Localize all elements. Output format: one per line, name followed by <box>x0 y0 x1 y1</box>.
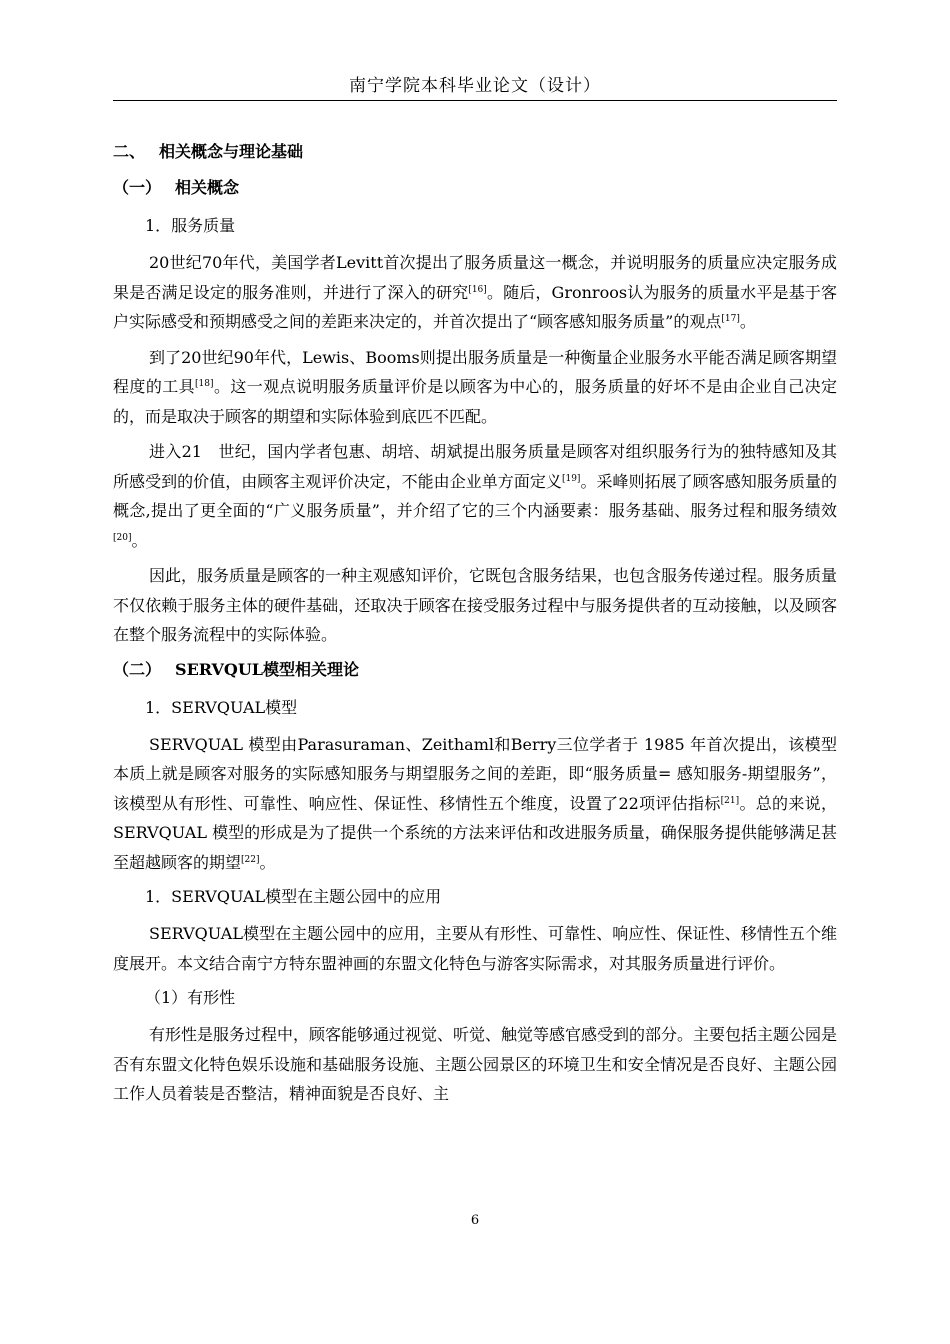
citation-22[interactable]: [22] <box>241 854 260 865</box>
paragraph-7: 有形性是服务过程中，顾客能够通过视觉、听觉、触觉等感官感受到的部分。主要包括主题公园是否有东盟文化特色娱乐设施和基础服务设施、主题公园景区的环境卫生和安全情况是否良好、主题公园工作人员着装是否整洁，精神面貌是否良好、主 <box>113 1025 838 1103</box>
item-heading-servqual-application: 1．SERVQUAL模型在主题公园中的应用 <box>145 887 442 906</box>
item-heading-service-quality: 1．服务质量 <box>145 216 236 235</box>
section-number: 二、 <box>113 142 146 161</box>
citation-18[interactable]: [18] <box>195 379 214 389</box>
paragraph-2: 到了20世纪90年代，Lewis、Booms则提出服务质量是一种衡量企业服务水平能否满足顾客期望程度的工具[18]。这一观点说明服务质量评价是以顾客为中心的，服务质量的好坏不是由企业自己决定的，而是取决于顾客的期望和实际体验到底匹不匹配。 <box>113 347 837 426</box>
subsection-number: （一） <box>113 178 162 197</box>
subsection-heading-2 <box>113 656 837 684</box>
section-title: 相关概念与理论基础 <box>159 142 304 161</box>
citation-19[interactable]: [19] <box>561 473 581 484</box>
section-heading <box>113 138 837 166</box>
citation-16[interactable]: [16] <box>468 284 487 295</box>
subsection-number: （二） <box>113 659 162 679</box>
header-rule <box>113 100 837 101</box>
paragraph-3: 进入21 世纪，国内学者包惠、胡培、胡斌提出服务质量是顾客对组织服务行为的独特感知及其所感受到的价值，由顾客主观评价决定，不能由企业单方面定义[19]。采峰则拓展了顾客感知服务质量的概念,提出了更全面的“广义服务质量”，并介绍了它的三个内涵要素：服务基础、服务过程和服务绩效[20]。 <box>113 442 837 550</box>
paragraph-6: SERVQUAL模型在主题公园中的应用，主要从有形性、可靠性、响应性、保证性、移情性五个维度展开。本文结合南宁方特东盟神画的东盟文化特色与游客实际需求，对其服务质量进行评价。 <box>113 924 837 973</box>
citation-17[interactable]: [17] <box>721 314 740 324</box>
citation-21[interactable]: [21] <box>720 795 740 806</box>
page-content <box>113 138 837 1115</box>
paragraph-5: SERVQUAL 模型由Parasuraman、Zeithaml和Berry三位学者于 1985 年首次提出，该模型本质上就是顾客对服务的实际感知服务与期望服务之间的差距，即“服务质量= 感知服务-期望服务”，该模型从有形性、可靠性、响应性、保证性、移情性五个维度，设置了22项评估指标[21]。总的来说，SERVQUAL 模型的形成是为了提供一个系统的方法来评估和改进服务质量，确保服务提供能够满足甚至超越顾客的期望[22]。 <box>113 734 837 872</box>
subsection-title: 相关概念 <box>175 178 240 197</box>
citation-20[interactable]: [20] <box>113 532 132 543</box>
running-header: 南宁学院本科毕业论文（设计） <box>349 76 601 96</box>
paragraph-4: 因此，服务质量是顾客的一种主观感知评价，它既包含服务结果，也包含服务传递过程。服务质量不仅依赖于服务主体的硬件基础，还取决于顾客在接受服务过程中与服务提供者的互动接触，以及顾客在整个服务流程中的实际体验。 <box>113 566 838 644</box>
item-heading-tangibility: （1）有形性 <box>145 988 236 1007</box>
item-heading-servqual-model: 1．SERVQUAL模型 <box>145 697 298 717</box>
subsection-title: SERVQUL模型相关理论 <box>175 659 360 679</box>
page-number: 6 <box>470 1213 480 1228</box>
paragraph-1: 20世纪70年代，美国学者Levitt首次提出了服务质量这一概念，并说明服务的质量应决定服务成果是否满足设定的服务准则，并进行了深入的研究[16]。随后，Gronroos认为服务的质量水平是基于客户实际感受和预期感受之间的差距来决定的，并首次提出了“顾客感知服务质量”的观点[17]。 <box>113 253 837 331</box>
subsection-heading-1 <box>113 174 837 202</box>
